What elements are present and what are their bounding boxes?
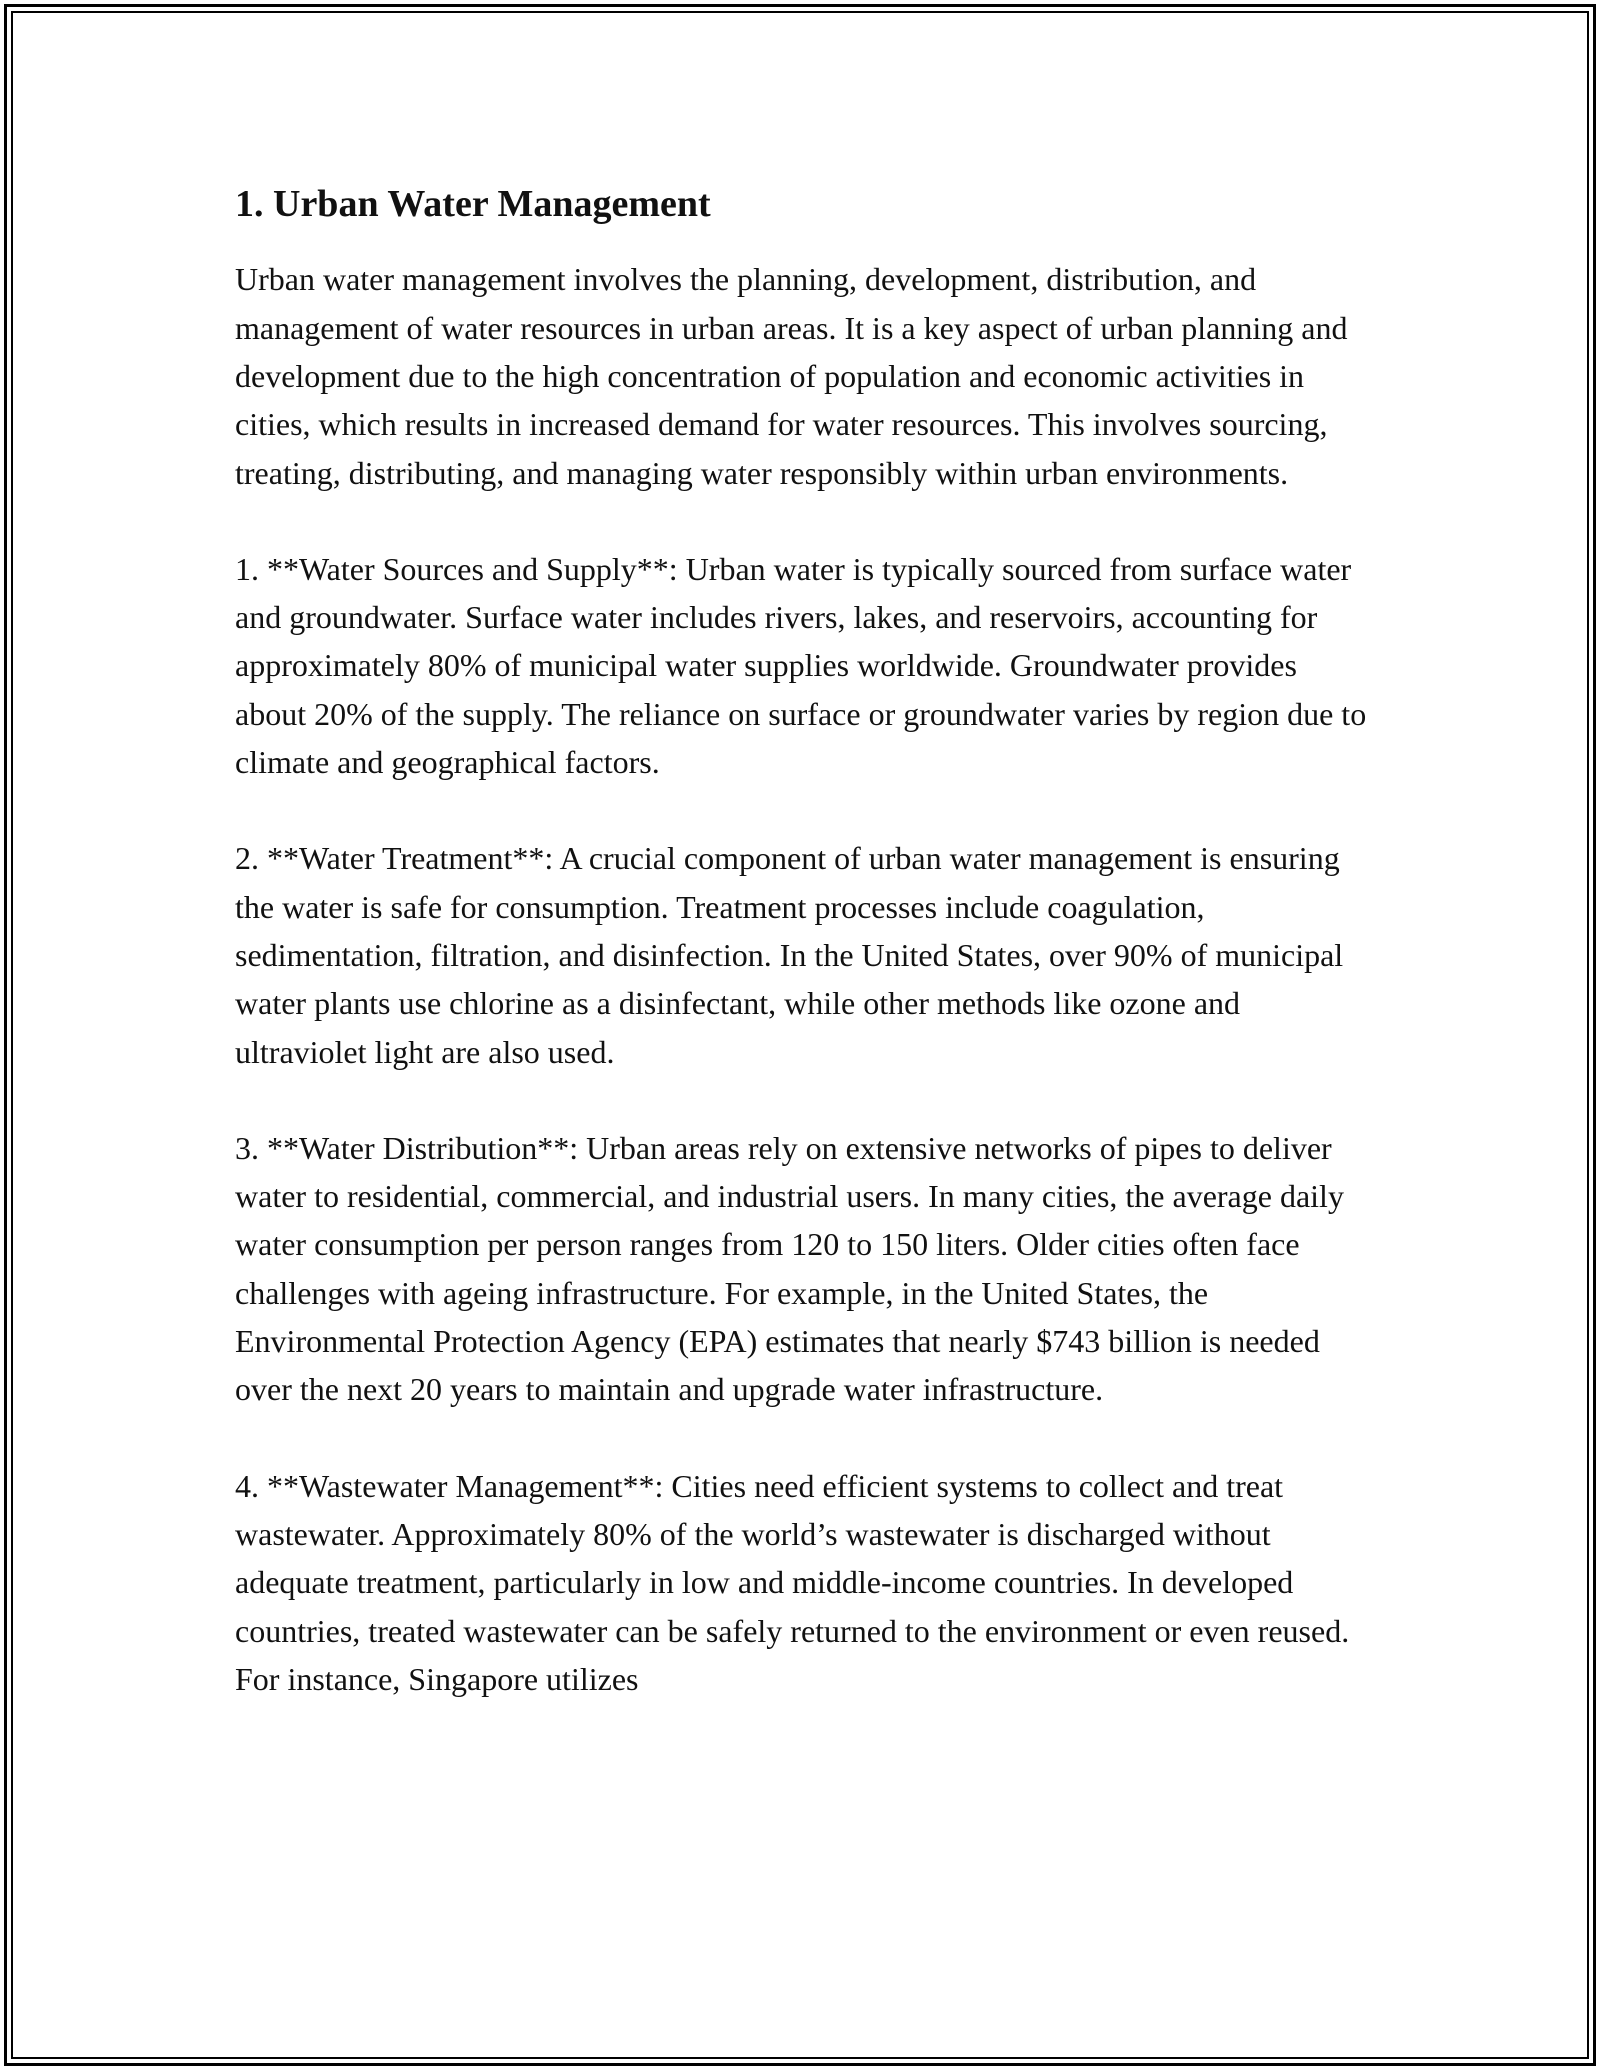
paragraph-water-treatment: 2. **Water Treatment**: A crucial component of urban water management is ensuring the water is safe for consumption. Treatment processes include coagulation, sedimentation, filtration, and disinfection. In the United States, over 90% of municipal water plants use chlorine as a disinfectant, while other methods like ozone and ultraviolet light are also used. bbox=[235, 840, 1344, 1070]
paragraph-wastewater-management: 4. **Wastewater Management**: Cities need efficient systems to collect and treat wastewater. Approximately 80% of the world’s wastewater is discharged without adequate treatment, particularly in low and middle-income countries. In developed countries, treated wastewater can be safely returned to the environment or even reused. For instance, Singapore utilizes bbox=[235, 1467, 1350, 1697]
paragraph-water-distribution: 3. **Water Distribution**: Urban areas rely on extensive networks of pipes to deliver water to residential, commercial, and industrial users. In many cities, the average daily water consumption per person ranges from 120 to 150 liters. Older cities often face challenges with ageing infrastructure. For example, in the United States, the Environmental Protection Agency (EPA) estimates that nearly $743 billion is needed over the next 20 years to maintain and upgrade water infrastructure. bbox=[235, 1129, 1344, 1408]
document-body bbox=[235, 180, 1375, 1751]
intro-paragraph: Urban water management involves the planning, development, distribution, and management of water resources in urban areas. It is a key aspect of urban planning and development due to the high concentration of population and economic activities in cities, which results in increased demand for water resources. This involves sourcing, treating, distributing, and managing water responsibly within urban environments. bbox=[235, 261, 1348, 491]
paragraph-water-sources: 1. **Water Sources and Supply**: Urban water is typically sourced from surface water and groundwater. Surface water includes rivers, lakes, and reservoirs, accounting for approximately 80% of municipal water supplies worldwide. Groundwater provides about 20% of the supply. The reliance on surface or groundwater varies by region due to climate and geographical factors. bbox=[235, 550, 1367, 781]
section-heading: 1. Urban Water Management bbox=[235, 183, 711, 225]
